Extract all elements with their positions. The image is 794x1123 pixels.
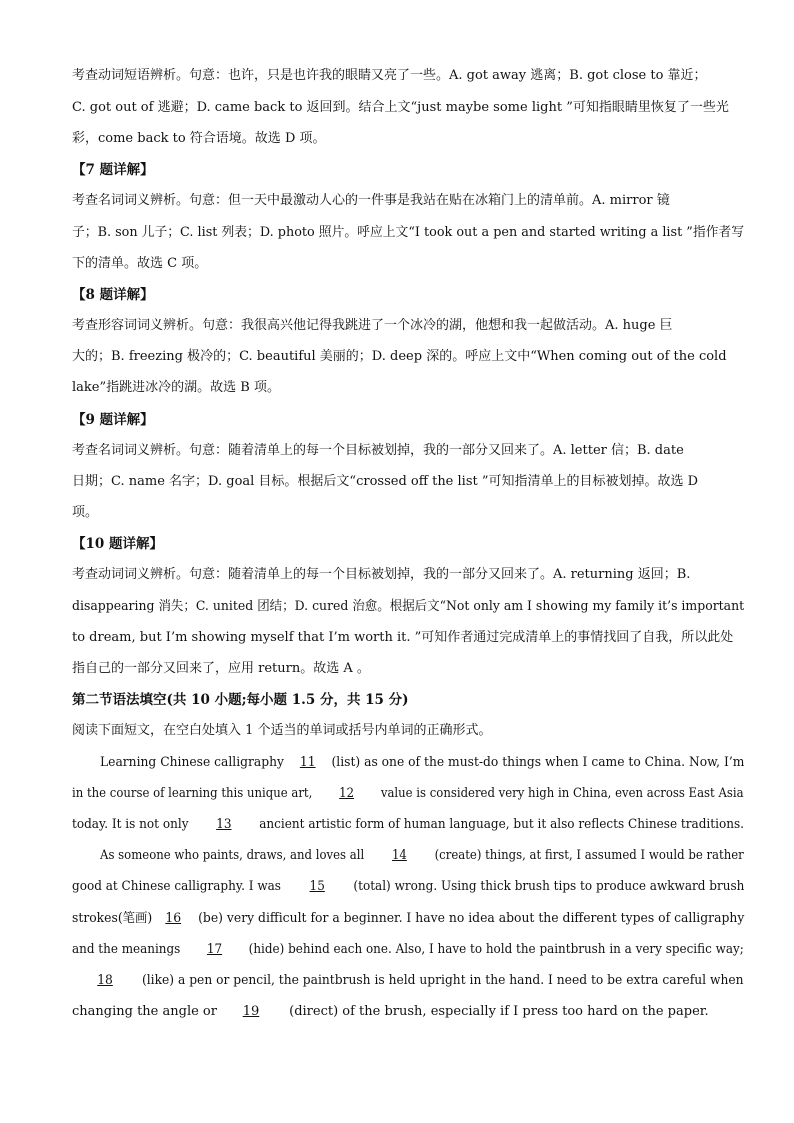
blank-14: 14 — [391, 848, 407, 863]
blank-18: 18 — [97, 973, 113, 988]
passage-text: and the meanings — [72, 942, 185, 957]
passage-text: (hide) behind each one. Also, I have to hold the paintbrush in a very specific way; — [244, 942, 744, 957]
text-line: disappearing 消失；C. united 团结；D. cured 治愈。根据后文“Not only am I showing my family it’s important — [72, 599, 745, 614]
passage-line — [72, 942, 744, 958]
text-line: 考查名词词义辨析。句意：随着清单上的每一个目标被划掉，我的一部分又回来了。A. letter 信；B. date — [72, 443, 684, 458]
passage-text: (be) very difficult for a beginner. I have no idea about the different types of calligraphy — [194, 911, 745, 926]
passage-line — [72, 786, 744, 802]
text-line: 大的；B. freezing 极冷的；C. beautiful 美丽的；D. deep 深的。呼应上文中“When coming out of the cold — [72, 349, 727, 364]
text-line: 考查形容词词义辨析。句意：我很高兴他记得我跳进了一个冰冷的湖，他想和我一起做活动。A. huge 巨 — [72, 318, 673, 333]
passage-line — [100, 848, 744, 864]
passage-text: ancient artistic form of human language, but it also reflects Chinese traditions. — [255, 817, 744, 832]
question-9-title: 【9 题详解】 — [72, 412, 154, 428]
blank-17: 17 — [206, 942, 223, 957]
blank-19: 19 — [242, 1004, 260, 1019]
passage-text: As someone who paints, draws, and loves all — [100, 848, 368, 863]
passage-line — [100, 755, 744, 771]
passage-text: value is considered very high in China, even across East Asia — [377, 786, 744, 801]
blank-11: 11 — [299, 755, 316, 770]
passage-text: changing the angle or — [72, 1004, 217, 1019]
blank-16: 16 — [165, 911, 182, 926]
passage-text: good at Chinese calligraphy. I was — [72, 879, 285, 894]
passage-text: in the course of learning this unique art, — [72, 786, 317, 801]
passage-text: strokes(笔画) — [72, 911, 153, 926]
text-line: 项。 — [72, 505, 99, 520]
text-line: 下的清单。故选 C 项。 — [72, 256, 208, 271]
blank-15: 15 — [309, 879, 325, 894]
blank-12: 12 — [339, 786, 355, 801]
passage-text: (list) as one of the must-do things when I came to China. Now, I’m — [327, 755, 745, 770]
text-line: 彩，come back to 符合语境。故选 D 项。 — [72, 131, 326, 146]
text-line: lake”指跳进冰冷的湖。故选 B 项。 — [72, 380, 280, 395]
passage-line — [72, 973, 744, 989]
passage-text: (like) a pen or pencil, the paintbrush is held upright in the hand. I need to be extra careful when — [138, 973, 744, 988]
text-line: 考查名词词义辨析。句意：但一天中最激动人心的一件事是我站在贴在冰箱门上的清单前。A. mirror 镜 — [72, 193, 670, 208]
passage-text: (total) wrong. Using thick brush tips to produce awkward brush — [349, 879, 745, 894]
passage-text: today. It is not only — [72, 817, 193, 832]
passage-text: (direct) of the brush, especially if I press too hard on the paper. — [284, 1004, 709, 1019]
passage-line — [72, 1004, 709, 1020]
text-line: to dream, but I’m showing myself that I’m worth it. ”可知作者通过完成清单上的事情找回了自我，所以此处 — [72, 630, 734, 645]
passage-text: (create) things, at first, I assumed I would be rather — [430, 848, 744, 863]
text-line: 子；B. son 儿子；C. list 列表；D. photo 照片。呼应上文“I took out a pen and started writing a list ”指作者写 — [72, 225, 745, 240]
question-7-title: 【7 题详解】 — [72, 162, 154, 178]
question-8-title: 【8 题详解】 — [72, 287, 154, 303]
question-10-title: 【10 题详解】 — [72, 536, 163, 552]
blank-13: 13 — [216, 817, 232, 832]
passage-text: Learning Chinese calligraphy — [100, 755, 288, 770]
section-title: 第二节语法填空(共 10 小题;每小题 1.5 分，共 15 分) — [72, 692, 409, 708]
section-instruction: 阅读下面短文，在空白处填入 1 个适当的单词或括号内单词的正确形式。 — [72, 723, 492, 738]
text-line: 日期；C. name 名字；D. goal 目标。根据后文“crossed off the list ”可知指清单上的目标被划掉。故选 D — [72, 474, 699, 489]
text-line: 指自己的一部分又回来了，应用 return。故选 A 。 — [72, 661, 370, 676]
passage-line — [72, 879, 744, 895]
text-line: C. got out of 逃避；D. came back to 返回到。结合上文“just maybe some light ”可知指眼睛里恢复了一些光 — [72, 100, 729, 115]
passage-line — [72, 911, 744, 927]
passage-line — [72, 817, 744, 833]
text-line: 考查动词短语辨析。句意：也许，只是也许我的眼睛又亮了一些。A. got away 逃离；B. got close to 靠近； — [72, 68, 707, 83]
text-line: 考查动词词义辨析。句意：随着清单上的每一个目标被划掉，我的一部分又回来了。A. returning 返回；B. — [72, 567, 691, 582]
